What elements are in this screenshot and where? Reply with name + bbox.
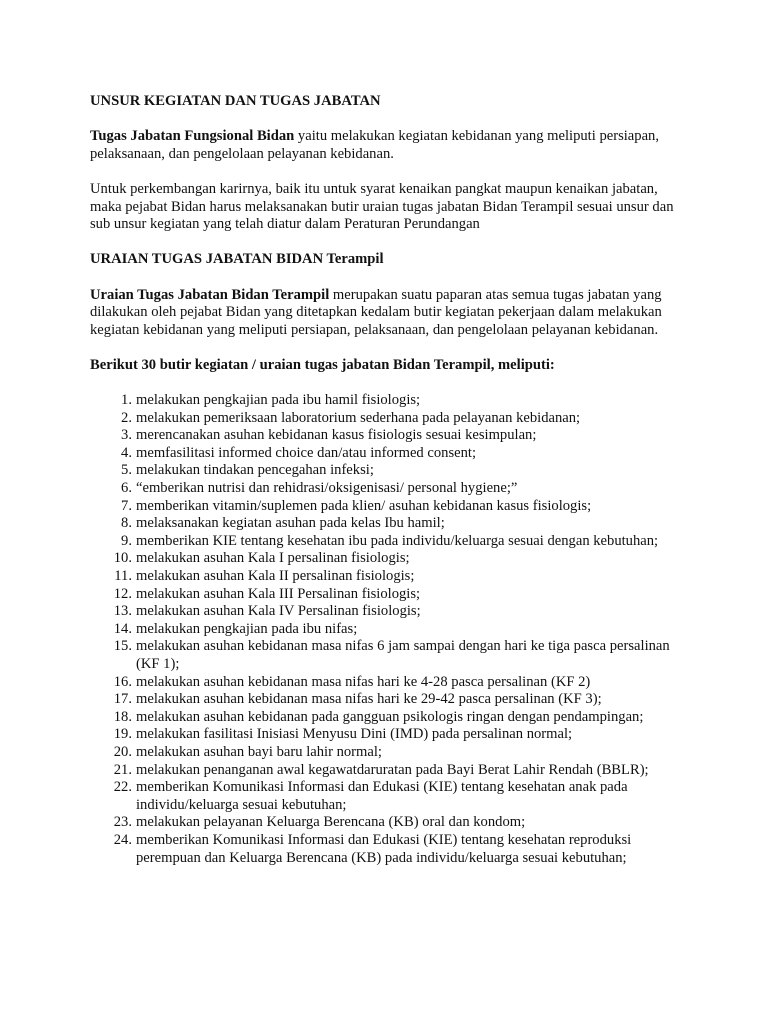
list-item (90, 515, 690, 533)
paragraph-tugas-jabatan (90, 128, 690, 163)
list-item-text: melakukan asuhan kebidanan masa nifas 6 jam sampai dengan hari ke tiga pasca persalinan (KF 1); (136, 638, 670, 672)
list-item (90, 744, 690, 762)
list-item-number: 12. (113, 585, 132, 602)
paragraph-uraian (90, 287, 690, 340)
list-item (90, 814, 690, 832)
list-item-number: 22. (113, 779, 132, 796)
list-item (90, 586, 690, 604)
list-item-number: 24. (113, 831, 132, 848)
list-item (90, 410, 690, 428)
list-item-number: 17. (113, 691, 132, 708)
list-item-number: 11. (114, 568, 132, 585)
list-item (90, 674, 690, 692)
paragraph-text: yaitu melakukan kegiatan kebidanan yang meliputi persiapan, pelaksanaan, dan pengelolaan pelayanan kebidanan. (90, 128, 660, 162)
list-item-number: 5. (121, 462, 132, 479)
list-intro: Berikut 30 butir kegiatan / uraian tugas jabatan Bidan Terampil, meliputi: (90, 356, 555, 373)
list-item (90, 726, 690, 744)
list-item-text: melakukan pemeriksaan laboratorium sederhana pada pelayanan kebidanan; (136, 409, 581, 426)
list-item (90, 691, 690, 709)
list-item-number: 6. (121, 480, 132, 497)
list-item-text: melakukan asuhan kebidanan masa nifas hari ke 29-42 pasca persalinan (KF 3); (136, 691, 602, 708)
list-item-text: memberikan KIE tentang kesehatan ibu pada individu/keluarga sesuai dengan kebutuhan; (136, 532, 659, 549)
list-item-text: melakukan fasilitasi Inisiasi Menyusu Dini (IMD) pada persalinan normal; (136, 726, 573, 743)
list-item-text: memberikan Komunikasi Informasi dan Edukasi (KIE) tentang kesehatan reproduksi perempuan dan Keluarga Berencana (KB) pada individu/keluarga sesuai kebutuhan; (136, 831, 632, 866)
list-item (90, 762, 690, 780)
list-item (90, 498, 690, 516)
list-item-number: 16. (113, 673, 132, 690)
document-page (90, 93, 690, 867)
list-item-text: memberikan vitamin/suplemen pada klien/ asuhan kebidanan kasus fisiologis; (136, 497, 592, 514)
list-item (90, 832, 690, 867)
list-item-text: melakukan asuhan Kala IV Persalinan fisiologis; (136, 603, 421, 620)
list-item-number: 10. (113, 550, 132, 567)
list-item (90, 550, 690, 568)
list-item (90, 603, 690, 621)
list-item-number: 1. (121, 392, 132, 409)
list-item (90, 709, 690, 727)
list-item-text: melakukan pengkajian pada ibu hamil fisiologis; (136, 392, 421, 409)
section-heading-unsur: UNSUR KEGIATAN DAN TUGAS JABATAN (90, 93, 381, 109)
list-item-number: 15. (113, 638, 132, 655)
list-item-number: 21. (113, 761, 132, 778)
task-list (90, 392, 690, 867)
list-item-number: 9. (121, 532, 132, 549)
list-item-text: melakukan asuhan kebidanan masa nifas hari ke 4-28 pasca persalinan (KF 2) (136, 673, 591, 690)
list-item-text: melaksanakan kegiatan asuhan pada kelas Ibu hamil; (136, 515, 445, 532)
list-item-number: 19. (113, 726, 132, 743)
list-item (90, 638, 690, 673)
list-item-text: melakukan pelayanan Keluarga Berencana (KB) oral dan kondom; (136, 814, 526, 831)
list-item-number: 13. (113, 603, 132, 620)
bold-term-tugas-jabatan: Tugas Jabatan Fungsional Bidan (90, 128, 295, 145)
list-item-text: melakukan penanganan awal kegawatdaruratan pada Bayi Berat Lahir Rendah (BBLR); (136, 761, 649, 778)
list-item-text: “emberikan nutrisi dan rehidrasi/oksigenisasi/ personal hygiene;” (136, 480, 518, 497)
list-item-number: 20. (113, 743, 132, 760)
list-item-text: melakukan asuhan bayi baru lahir normal; (136, 743, 382, 760)
list-item-number: 2. (121, 409, 132, 426)
list-item (90, 392, 690, 410)
list-item-number: 4. (121, 444, 132, 461)
list-item-number: 3. (121, 427, 132, 444)
list-item (90, 621, 690, 639)
list-item (90, 779, 690, 814)
list-item-text: merencanakan asuhan kebidanan kasus fisiologis sesuai kesimpulan; (136, 427, 537, 444)
list-item-number: 18. (113, 708, 132, 725)
list-item-text: memfasilitasi informed choice dan/atau informed consent; (136, 444, 477, 461)
list-item-number: 14. (113, 620, 132, 637)
list-item-number: 7. (121, 497, 132, 514)
list-item-number: 8. (121, 515, 132, 532)
list-item (90, 427, 690, 445)
list-item-text: melakukan pengkajian pada ibu nifas; (136, 620, 358, 637)
list-item-text: melakukan asuhan Kala III Persalinan fisiologis; (136, 585, 421, 602)
list-item (90, 533, 690, 551)
paragraph-karir: Untuk perkembangan karirnya, baik itu untuk syarat kenaikan pangkat maupun kenaikan jabatan, maka pejabat Bidan harus melaksanakan butir uraian tugas jabatan Bidan Terampil sesuai unsur dan sub unsur kegiatan yang telah diatur dalam Peraturan Perundangan (90, 180, 674, 233)
list-item (90, 568, 690, 586)
list-item (90, 445, 690, 463)
list-item (90, 462, 690, 480)
list-item-number: 23. (113, 814, 132, 831)
bold-term-uraian: Uraian Tugas Jabatan Bidan Terampil (90, 286, 330, 303)
list-item-text: melakukan asuhan kebidanan pada gangguan psikologis ringan dengan pendampingan; (136, 708, 644, 725)
list-item-text: melakukan asuhan Kala I persalinan fisiologis; (136, 550, 410, 567)
paragraph-text: merupakan suatu paparan atas semua tugas jabatan yang dilakukan oleh pejabat Bidan yang ditetapkan kedalam butir kegiatan pekerjaan dalam melakukan kegiatan kebidanan yang meliputi persiapan, pelaksanaan, dan pengelolaan pelayanan kebidanan. (90, 286, 662, 338)
list-item-text: melakukan asuhan Kala II persalinan fisiologis; (136, 568, 415, 585)
section-heading-uraian: URAIAN TUGAS JABATAN BIDAN Terampil (90, 251, 384, 268)
list-item (90, 480, 690, 498)
list-item-text: melakukan tindakan pencegahan infeksi; (136, 462, 374, 479)
list-item-text: memberikan Komunikasi Informasi dan Edukasi (KIE) tentang kesehatan anak pada individu/keluarga sesuai kebutuhan; (136, 779, 628, 813)
